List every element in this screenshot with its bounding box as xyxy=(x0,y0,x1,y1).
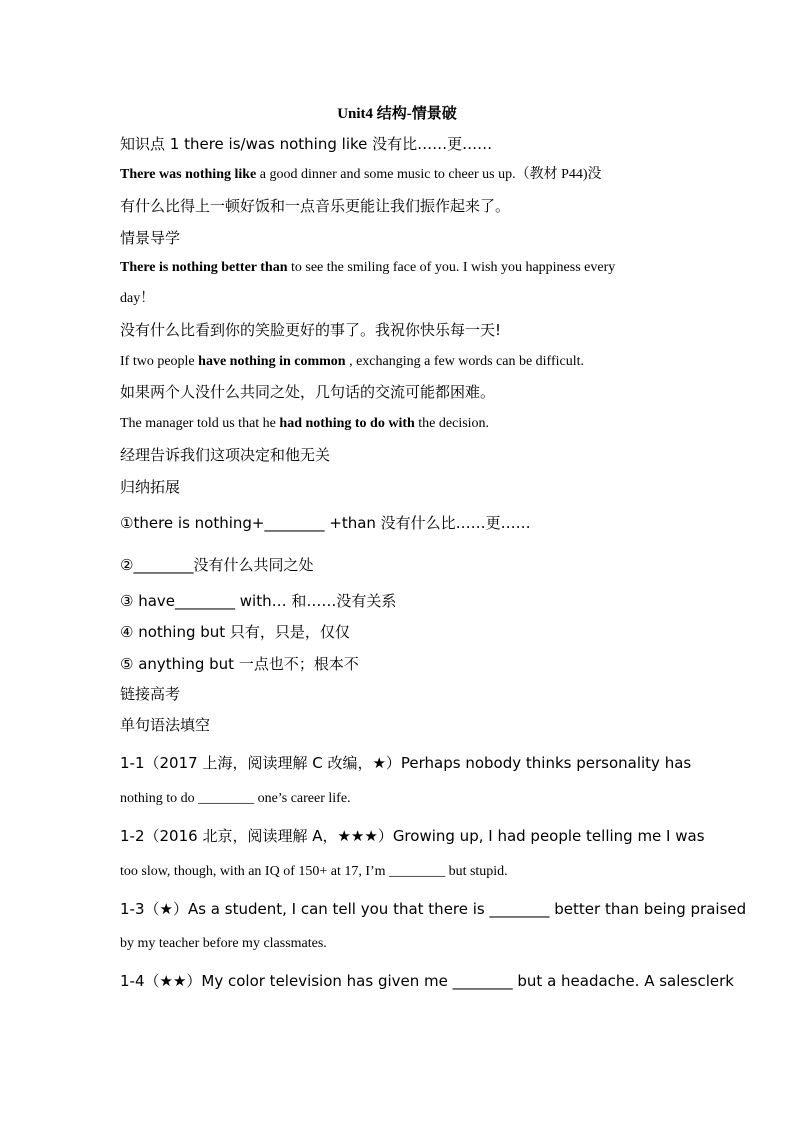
section-heading-exam: 链接高考 xyxy=(120,685,181,703)
example-phrase: There was nothing like xyxy=(120,167,257,182)
summary-item: ⑤ anything but 一点也不；根本不 xyxy=(120,655,359,673)
section-heading-summary: 归纳拓展 xyxy=(120,478,181,496)
section-subheading: 单句语法填空 xyxy=(120,716,211,734)
scene-sentence-1-cont: day！ xyxy=(120,291,155,306)
example-text: a good dinner and some music to cheer us up.（教材 P44)没 xyxy=(256,167,602,182)
question-2-line-2: too slow, though, with an IQ of 150+ at 17, I’m ________ but stupid. xyxy=(120,864,508,879)
question-1-line-2: nothing to do ________ one’s career life. xyxy=(120,791,351,806)
scene-text-2b: , exchanging a few words can be difficult. xyxy=(345,354,585,369)
question-1-line-1: 1-1（2017 上海，阅读理解 C 改编，★）Perhaps nobody thinks personality has xyxy=(120,754,692,772)
scene-translation-2: 如果两个人没什么共同之处，几句话的交流可能都困难。 xyxy=(120,383,496,401)
summary-item: ①there is nothing+________ +than 没有什么比……更…… xyxy=(120,514,531,532)
scene-translation-1: 没有什么比看到你的笑脸更好的事了。我祝你快乐每一天! xyxy=(120,321,502,339)
scene-sentence-3 xyxy=(120,414,675,434)
scene-text-1: to see the smiling face of you. I wish you happiness every xyxy=(287,260,616,275)
example-sentence xyxy=(120,165,675,185)
scene-text-3b: the decision. xyxy=(414,416,490,431)
scene-translation-3: 经理告诉我们这项决定和他无关 xyxy=(120,446,331,464)
scene-text-2a: If two people xyxy=(120,354,199,369)
scene-sentence-1 xyxy=(120,258,675,278)
scene-phrase-2: have nothing in common xyxy=(198,354,346,369)
scene-text-3a: The manager told us that he xyxy=(120,416,280,431)
scene-phrase-3: had nothing to do with xyxy=(279,416,415,431)
knowledge-point: 知识点 1 there is/was nothing like 没有比……更…… xyxy=(120,135,493,153)
summary-item: ③ have________ with… 和……没有关系 xyxy=(120,592,397,610)
page-title: Unit4 结构-情景破 xyxy=(337,106,457,122)
question-3-line-2: by my teacher before my classmates. xyxy=(120,936,327,951)
example-translation: 有什么比得上一顿好饭和一点音乐更能让我们振作起来了。 xyxy=(120,197,511,215)
section-heading-scene: 情景导学 xyxy=(120,229,181,247)
summary-item: ④ nothing but 只有，只是，仅仅 xyxy=(120,623,350,641)
scene-sentence-2 xyxy=(120,352,675,372)
question-3-line-1: 1-3（★）As a student, I can tell you that there is ________ better than being praised xyxy=(120,900,747,918)
summary-item: ②________没有什么共同之处 xyxy=(120,556,314,574)
question-4-line-1: 1-4（★★）My color television has given me ________ but a headache. A salesclerk xyxy=(120,972,734,990)
scene-phrase-1: There is nothing better than xyxy=(120,260,288,275)
question-2-line-1: 1-2（2016 北京，阅读理解 A，★★★）Growing up, I had people telling me I was xyxy=(120,827,705,845)
